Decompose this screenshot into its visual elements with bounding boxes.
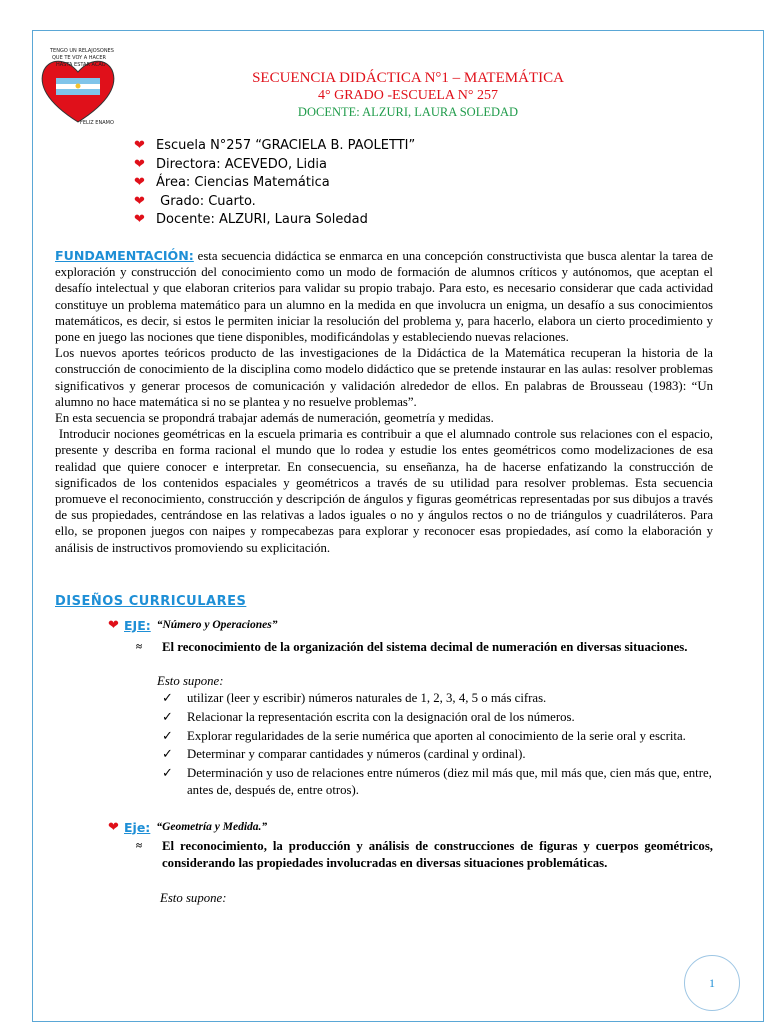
fundamentacion-label: FUNDAMENTACIÓN: [55, 248, 194, 263]
info-item: ❤ Directora: ACEVEDO, Lidia [134, 156, 415, 175]
document-subtitle: 4° GRADO -ESCUELA N° 257 [318, 88, 498, 103]
eje-value: “Número y Operaciones” [156, 619, 278, 631]
fundamentacion-paragraph: FUNDAMENTACIÓN: esta secuencia didáctica se enmarca en una concepción constructivista que busca alentar la tarea de exploración y construcción del conocimiento como un modo de formación de alumnos críticos y autónomos, que aceptan el desafío intelectual y que elaboran criterios para validar su propio trabajo. Para esto, es necesario considerar que cada actividad constituye un problema matemático para un alumno en la medida en que involucra un enigma, un desafío a sus conocimientos matemáticos, es decir, si estos le permiten iniciar la resolución del problema y, para hacerlo, elabora un cierto procedimiento y pone en juego las nociones que tiene disponibles, modificándolas y estableciendo nuevas relaciones. [55, 248, 713, 345]
eje2-supone: Esto supone: [160, 891, 227, 905]
checkmark-icon: ✓ [162, 691, 173, 705]
title-block [160, 70, 656, 121]
checkmark-icon: ✓ [162, 728, 173, 743]
fundamentacion-paragraph: Introducir nociones geométricas en la escuela primaria es contribuir a que el alumnado controle sus relaciones con el espacio, presente y describa en forma racional el mundo que lo rodea y estudie los entes geométricos como modelizaciones de esa realidad que quiere conocer e interpretar. En consecuencia, su enseñanza, ha de hacerse enfatizando la construcción de significados de los contenidos espaciales y geométricos a través de su utilidad para resolver problemas. Esta secuencia promueve el reconocimiento, construcción y descripción de ángulos y figuras geométricas representadas por sus dibujos a través de sus propiedades, centrándose en las relativas a lados iguales o no y ángulos rectos o no de triángulos y cuadriláteros. Para ello, se proponen juegos con naipes y rompecabezas para explorar y reconocer esas propiedades, así como la elaboración y análisis de instructivos promoviendo su explicitación. [55, 427, 717, 555]
document-title: SECUENCIA DIDÁCTICA N°1 – MATEMÁTICA [252, 70, 564, 86]
fundamentacion-paragraph: En esta secuencia se propondrá trabajar además de numeración, geometría y medidas. [55, 411, 494, 426]
teacher-line: DOCENTE: ALZURI, LAURA SOLEDAD [297, 105, 519, 119]
page-number: 1 [684, 955, 740, 1011]
heart-icon: ❤ [134, 156, 145, 172]
checkmark-icon: ✓ [162, 766, 173, 781]
heart-icon: ❤ [134, 193, 145, 209]
checkmark-icon: ✓ [162, 747, 173, 762]
fundamentacion-section [55, 248, 717, 556]
approx-icon: ≈ [136, 840, 143, 852]
eje1-goal: ≈ El reconocimiento de la organización del sistema decimal de numeración en diversas situaciones. [136, 640, 688, 654]
info-list [134, 137, 415, 230]
eje-label: Eje: [124, 819, 151, 835]
heart-icon: ❤ [108, 617, 119, 632]
eje2-goal: ≈ El reconocimiento, la producción y análisis de construcciones de figuras y cuerpos geométricos, considerando las propiedades involucradas en diversas situaciones problemáticas. [136, 839, 713, 870]
logo-text-line: QUE TE VOY A HACER [52, 55, 107, 61]
eje-label: EJE: [124, 617, 151, 633]
disenos-curriculares-heading: DISEÑOS CURRICULARES [55, 594, 247, 609]
info-item: ❤ Área: Ciencias Matemática [134, 174, 415, 193]
fundamentacion-paragraph: Los nuevos aportes teóricos producto de las investigaciones de la Didáctica de la Matemática recuperan la historia de la construcción de conocimiento de la disciplina como modelo didáctico que se pretende instaurar en las aulas: resolver problemas significativos y generar procesos de comunicación y validación alrededor de ellos. En palabras de Brousseau (1983): “Un alumno no hace matemática si no se plantea y no resuelve problemas”. [55, 346, 713, 409]
logo-text-line: FELIZ ENAMO [80, 120, 114, 126]
checkmark-icon: ✓ [162, 709, 173, 724]
eje1-supone: Esto supone: [157, 674, 224, 688]
info-item: ❤ Grado: Cuarto. [134, 193, 415, 212]
heart-icon: ❤ [134, 138, 145, 153]
logo-heart-image [36, 44, 120, 126]
heart-icon: ❤ [108, 819, 119, 834]
heart-icon: ❤ [134, 175, 145, 190]
eje-value: “Geometría y Medida.” [156, 821, 268, 833]
info-item: ❤ Docente: ALZURI, Laura Soledad [134, 211, 415, 230]
logo-text-line: TENGO UN RELAJOSONES [50, 48, 114, 54]
list-item: ✓ utilizar (leer y escribir) números naturales de 1, 2, 3, 4, 5 o más cifras. [162, 691, 547, 705]
heart-logo-icon [36, 44, 120, 126]
logo-text-line: HASTA ESTAR ACAO [56, 62, 106, 68]
heart-icon: ❤ [134, 212, 145, 227]
eje-geometria [108, 819, 267, 835]
eje1-checklist [162, 690, 713, 801]
info-item: ❤ Escuela N°257 “GRACIELA B. PAOLETTI” [134, 137, 415, 156]
list-item: ✓ Determinación y uso de relaciones entre números (diez mil más que, mil más que, cien más que, entre, antes de, después de, entre otros). [162, 766, 712, 797]
eje-numero [108, 617, 277, 633]
approx-icon: ≈ [136, 641, 143, 653]
list-item: ✓ Explorar regularidades de la serie numérica que aporten al conocimiento de la serie oral y escrita. [162, 728, 686, 743]
list-item: ✓ Determinar y comparar cantidades y números (cardinal y ordinal). [162, 747, 526, 762]
list-item: ✓ Relacionar la representación escrita con la designación oral de los números. [162, 709, 575, 724]
